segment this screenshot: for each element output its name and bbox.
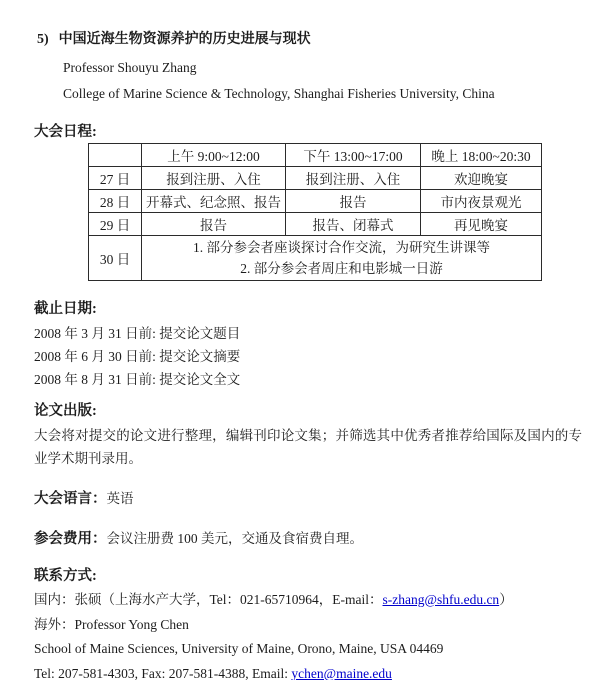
schedule-cell: 开幕式、纪念照、报告 [142, 190, 286, 213]
keynote-title-line [37, 31, 612, 49]
deadline-item-titles: 2008 年 3 月 31 日前: 提交论文题目 [34, 326, 241, 341]
schedule-day-cell: 27 日 [89, 167, 142, 190]
schedule-cell: 市内夜景观光 [421, 190, 542, 213]
schedule-cell: 报到注册、入住 [142, 167, 286, 190]
schedule-cell: 报告、闭幕式 [286, 213, 421, 236]
deadlines-heading: 截止日期: [34, 301, 97, 317]
fee-label: 参会费用： [34, 531, 107, 547]
deadline-list [0, 322, 612, 391]
schedule-cell: 报到注册、入住 [286, 167, 421, 190]
schedule-merged-line-1: 1. 部分参会者座谈探讨合作交流，为研究生讲课等 [193, 240, 490, 255]
schedule-header-empty [89, 144, 142, 167]
language-label: 大会语言： [34, 491, 107, 507]
contact-overseas-line: 海外：Professor Yong Chen [34, 616, 189, 632]
schedule-table [88, 143, 542, 281]
schedule-row-28 [89, 190, 542, 213]
keynote-speaker: Professor Shouyu Zhang [63, 60, 197, 75]
contact-heading: 联系方式: [34, 568, 97, 584]
publication-paragraph: 大会将对提交的论文进行整理，编辑刊印论文集；并筛选其中优秀者推荐给国际及国内的专业学术期刊录用。 [34, 428, 582, 466]
contact-domestic-prefix: 国内：张硕（上海水产大学，Tel：021-65710964，E-mail： [34, 592, 383, 607]
keynote-item-number: 5) [37, 32, 49, 47]
contact-tel-line [34, 662, 612, 680]
schedule-header-row [89, 144, 542, 167]
contact-domestic-suffix: ） [499, 592, 513, 607]
schedule-merged-cell [142, 236, 542, 281]
schedule-header-afternoon: 下午 13:00~17:00 [286, 144, 421, 167]
schedule-header-morning: 上午 9:00~12:00 [142, 144, 286, 167]
contact-tel-prefix: Tel: 207-581-4303, Fax: 207-581-4388, Email: [34, 665, 292, 680]
schedule-day-cell: 30 日 [89, 236, 142, 281]
contact-address-line: School of Maine Sciences, University of Maine, Orono, Maine, USA 04469 [34, 641, 444, 656]
schedule-heading: 大会日程: [34, 124, 97, 140]
schedule-cell: 报告 [142, 213, 286, 236]
language-line [34, 487, 612, 511]
schedule-header-evening: 晚上 18:00~20:30 [421, 144, 542, 167]
schedule-row-29 [89, 213, 542, 236]
schedule-day-cell: 28 日 [89, 190, 142, 213]
schedule-merged-line-2: 2. 部分参会者周庄和电影城一日游 [240, 261, 443, 276]
publication-heading: 论文出版: [34, 403, 97, 419]
contact-domestic-line [34, 588, 612, 613]
fee-line [34, 527, 612, 551]
keynote-affiliation: College of Marine Science & Technology, Shanghai Fisheries University, China [63, 86, 495, 101]
schedule-row-30 [89, 236, 542, 281]
deadline-item-fullpapers: 2008 年 8 月 31 日前: 提交论文全文 [34, 372, 241, 387]
fee-value: 会议注册费 100 美元，交通及食宿费自理。 [106, 531, 363, 546]
domestic-email-link[interactable]: s-zhang@shfu.edu.cn [382, 592, 500, 607]
overseas-email-link[interactable]: ychen@maine.edu [291, 665, 392, 680]
keynote-block [37, 31, 612, 107]
schedule-row-27 [89, 167, 542, 190]
keynote-title: 中国近海生物资源养护的历史进展与现状 [58, 32, 311, 47]
schedule-cell: 报告 [286, 190, 421, 213]
schedule-cell: 再见晚宴 [421, 213, 542, 236]
schedule-day-cell: 29 日 [89, 213, 142, 236]
schedule-cell: 欢迎晚宴 [421, 167, 542, 190]
language-value: 英语 [106, 491, 134, 506]
deadline-item-abstracts: 2008 年 6 月 30 日前: 提交论文摘要 [34, 349, 241, 364]
